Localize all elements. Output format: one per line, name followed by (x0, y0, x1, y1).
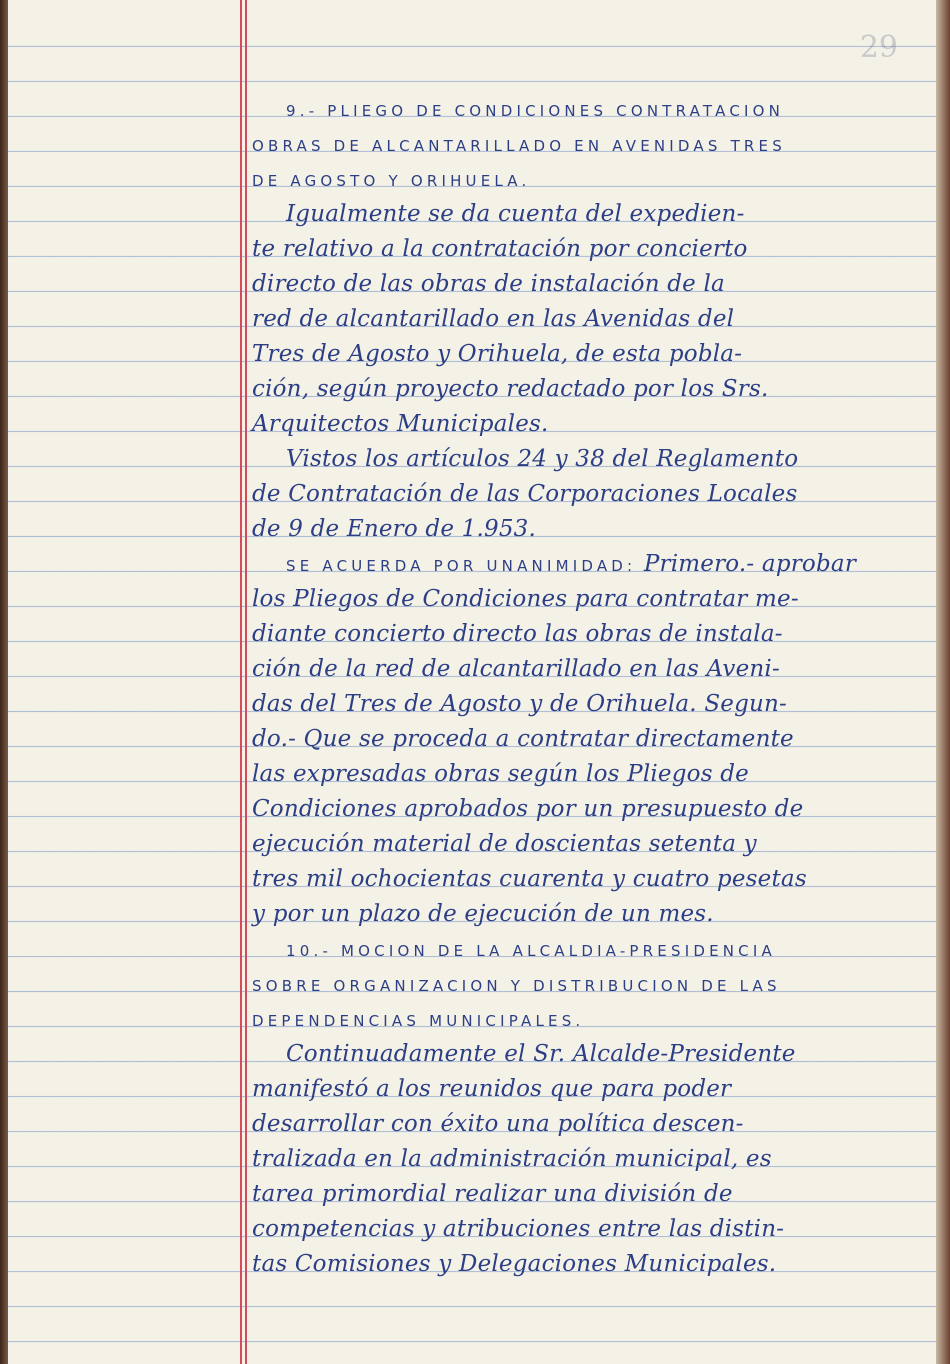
text-line (252, 547, 922, 582)
margin-line (240, 0, 242, 1364)
handwritten-text: te relativo a la contratación por concierto (252, 236, 748, 262)
text-line (252, 827, 922, 862)
text-line (252, 687, 922, 722)
handwritten-text: las expresadas obras según los Pliegos de (252, 761, 749, 787)
page-edge (936, 0, 950, 1364)
handwritten-text: tarea primordial realizar una división de (252, 1181, 733, 1207)
text-line (252, 757, 922, 792)
handwritten-text: manifestó a los reunidos que para poder (252, 1076, 732, 1102)
text-line (252, 582, 922, 617)
text-line (252, 442, 922, 477)
text-line (252, 1002, 922, 1037)
text-line (252, 267, 922, 302)
handwritten-text: Arquitectos Municipales. (252, 411, 549, 437)
handwritten-text: de 9 de Enero de 1.953. (252, 516, 537, 542)
text-line (252, 862, 922, 897)
caps-heading: OBRAS DE ALCANTARILLADO EN AVENIDAS TRES (252, 137, 786, 155)
text-line (252, 897, 922, 932)
handwritten-text: das del Tres de Agosto y de Orihuela. Segun- (252, 691, 788, 717)
text-line (252, 652, 922, 687)
text-line (252, 1212, 922, 1247)
text-line (252, 92, 922, 127)
text-line (252, 127, 922, 162)
text-line (252, 197, 922, 232)
handwritten-text: competencias y atribuciones entre las distin- (252, 1216, 785, 1242)
handwritten-text: tres mil ochocientas cuarenta y cuatro pesetas (252, 866, 807, 892)
text-line (252, 302, 922, 337)
text-line (252, 792, 922, 827)
caps-heading: 9.- PLIEGO DE CONDICIONES CONTRATACION (286, 102, 785, 120)
text-line (252, 372, 922, 407)
handwritten-text: diante concierto directo las obras de instala- (252, 621, 783, 647)
handwritten-text: Igualmente se da cuenta del expedien- (286, 201, 745, 227)
handwritten-text: Vistos los artículos 24 y 38 del Reglamento (286, 446, 799, 472)
margin-line (245, 0, 247, 1364)
handwritten-text: Condiciones aprobados por un presupuesto de (252, 796, 804, 822)
handwritten-text: los Pliegos de Condiciones para contratar me- (252, 586, 799, 612)
text-line (252, 1142, 922, 1177)
text-line (252, 932, 922, 967)
page-binding (0, 0, 8, 1364)
handwritten-text: tas Comisiones y Delegaciones Municipales. (252, 1251, 777, 1277)
text-line (252, 512, 922, 547)
handwritten-text: directo de las obras de instalación de la (252, 271, 725, 297)
handwritten-text-block (252, 92, 922, 1282)
caps-heading: DE AGOSTO Y ORIHUELA. (252, 172, 531, 190)
text-line (252, 1037, 922, 1072)
handwritten-text: de Contratación de las Corporaciones Locales (252, 481, 798, 507)
handwritten-text: desarrollar con éxito una política descen- (252, 1111, 744, 1137)
text-line (252, 1177, 922, 1212)
text-line (252, 162, 922, 197)
text-line (252, 1247, 922, 1282)
handwritten-text: red de alcantarillado en las Avenidas del (252, 306, 735, 332)
text-line (252, 337, 922, 372)
handwritten-text: ción, según proyecto redactado por los Srs. (252, 376, 769, 402)
text-line (252, 722, 922, 757)
caps-heading: 10.- MOCION DE LA ALCALDIA-PRESIDENCIA (286, 942, 776, 960)
text-line (252, 1107, 922, 1142)
handwritten-text: do.- Que se proceda a contratar directamente (252, 726, 794, 752)
handwritten-text: ejecución material de doscientas setenta y (252, 831, 757, 857)
text-line (252, 617, 922, 652)
text-line (252, 407, 922, 442)
handwritten-text: ción de la red de alcantarillado en las Aveni- (252, 656, 780, 682)
handwritten-text: Continuadamente el Sr. Alcalde-Presidente (286, 1041, 796, 1067)
handwritten-text: tralizada en la administración municipal, es (252, 1146, 772, 1172)
handwritten-text: Primero.- aprobar (636, 551, 857, 577)
text-line (252, 477, 922, 512)
text-line (252, 1072, 922, 1107)
caps-heading: SE ACUERDA POR UNANIMIDAD: (286, 557, 637, 575)
caps-heading: DEPENDENCIAS MUNICIPALES. (252, 1012, 585, 1030)
text-line (252, 232, 922, 267)
handwritten-text: Tres de Agosto y Orihuela, de esta pobla- (252, 341, 743, 367)
handwritten-text: y por un plazo de ejecución de un mes. (252, 901, 714, 927)
page-number: 29 (859, 30, 898, 65)
text-line (252, 967, 922, 1002)
caps-heading: SOBRE ORGANIZACION Y DISTRIBUCION DE LAS (252, 977, 781, 995)
